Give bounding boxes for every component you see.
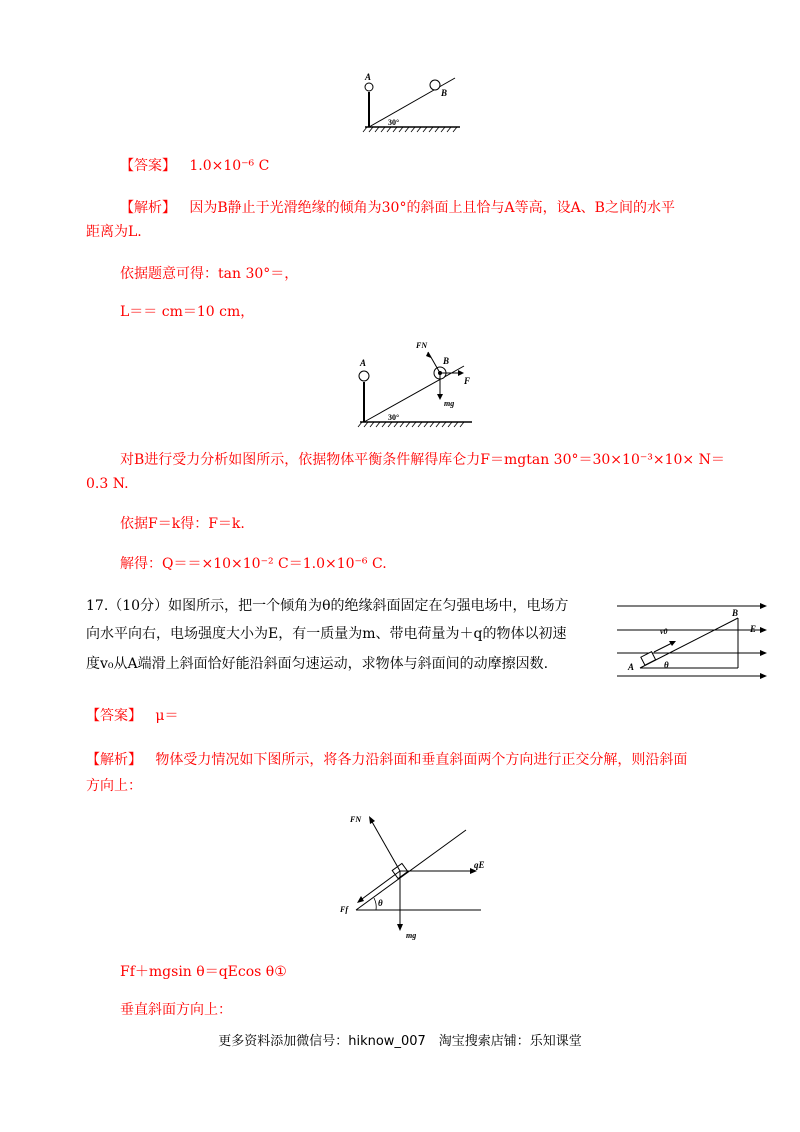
analysis-1-line-4: L＝＝ cm＝10 cm， bbox=[120, 304, 255, 320]
fig4-label-mg: mg bbox=[406, 931, 417, 940]
fig2-label-fn: FN bbox=[416, 341, 428, 350]
answer-tag: 【答案】 bbox=[120, 158, 176, 174]
answer-1 bbox=[120, 156, 269, 176]
analysis-1-line-6: 0.3 N. bbox=[86, 476, 129, 492]
fig3-label-e: E bbox=[750, 624, 757, 634]
analysis-2-line-3: Ff＋mgsin θ＝qEcos θ① bbox=[120, 964, 287, 980]
figure-3-electric-field-incline bbox=[612, 598, 772, 684]
analysis-2-line-1 bbox=[86, 750, 687, 770]
fig3-label-b: B bbox=[732, 608, 739, 618]
figure-4-force-decomposition bbox=[336, 808, 486, 944]
analysis-1-line-8: 解得：Q＝＝×10×10⁻² C＝1.0×10⁻⁶ C. bbox=[120, 556, 387, 572]
analysis-tag: 【解析】 bbox=[120, 200, 176, 216]
page-footer: 更多资料添加微信号：hiknow_007 淘宝搜索店铺：乐知课堂 bbox=[218, 1034, 582, 1049]
analysis-1-line-2: 距离为L. bbox=[86, 224, 142, 240]
fig1-angle: 30° bbox=[388, 118, 400, 127]
analysis-1-line-3: 依据题意可得：tan 30°＝， bbox=[120, 266, 299, 282]
analysis-1-line-5: 对B进行受力分析如图所示，依据物体平衡条件解得库仑力F＝mgtan 30°＝30×10⁻³×10× N＝ bbox=[120, 452, 725, 468]
fig1-label-b: B bbox=[441, 88, 448, 98]
analysis-2-line-2: 方向上： bbox=[86, 778, 142, 794]
fig2-label-a: A bbox=[360, 358, 367, 368]
answer-value: μ＝ bbox=[155, 708, 179, 724]
analysis-2-line-4: 垂直斜面方向上： bbox=[120, 1002, 232, 1018]
fig3-label-theta: θ bbox=[664, 660, 669, 670]
answer-value: 1.0×10⁻⁶ C bbox=[189, 158, 270, 174]
question-17-line-2: 向水平向右，电场强度大小为E，有一质量为m、带电荷量为＋q的物体以初速 bbox=[86, 626, 567, 642]
fig2-angle: 30° bbox=[388, 413, 400, 422]
analysis-text: 因为B静止于光滑绝缘的倾角为30°的斜面上且恰与A等高，设A、B之间的水平 bbox=[189, 200, 675, 216]
fig2-label-b: B bbox=[443, 356, 450, 366]
question-17-line-3: 度v₀从A端滑上斜面恰好能沿斜面匀速运动，求物体与斜面间的动摩擦因数. bbox=[86, 656, 549, 672]
fig2-label-f: F bbox=[464, 376, 471, 386]
figure-1-incline bbox=[355, 72, 465, 140]
fig4-label-theta: θ bbox=[378, 898, 383, 908]
analysis-tag: 【解析】 bbox=[86, 752, 142, 768]
fig1-label-a: A bbox=[365, 72, 372, 82]
analysis-1-line-7: 依据F＝k得：F＝k. bbox=[120, 516, 245, 532]
analysis-text: 物体受力情况如下图所示，将各力沿斜面和垂直斜面两个方向进行正交分解，则沿斜面 bbox=[155, 752, 688, 768]
fig2-label-mg: mg bbox=[444, 399, 455, 408]
answer-2 bbox=[86, 706, 178, 726]
fig4-label-fn: FN bbox=[350, 815, 362, 824]
figure-2-force-diagram bbox=[352, 338, 477, 428]
fig3-label-a: A bbox=[628, 662, 635, 672]
fig4-label-qe: qE bbox=[474, 860, 485, 870]
fig4-label-ff: Ff bbox=[340, 905, 348, 914]
fig3-label-v0: v0 bbox=[660, 627, 668, 636]
analysis-1-line-1 bbox=[120, 198, 675, 218]
answer-tag: 【答案】 bbox=[86, 708, 142, 724]
question-17-line-1: 17.（10分）如图所示，把一个倾角为θ的绝缘斜面固定在匀强电场中，电场方 bbox=[86, 598, 569, 614]
